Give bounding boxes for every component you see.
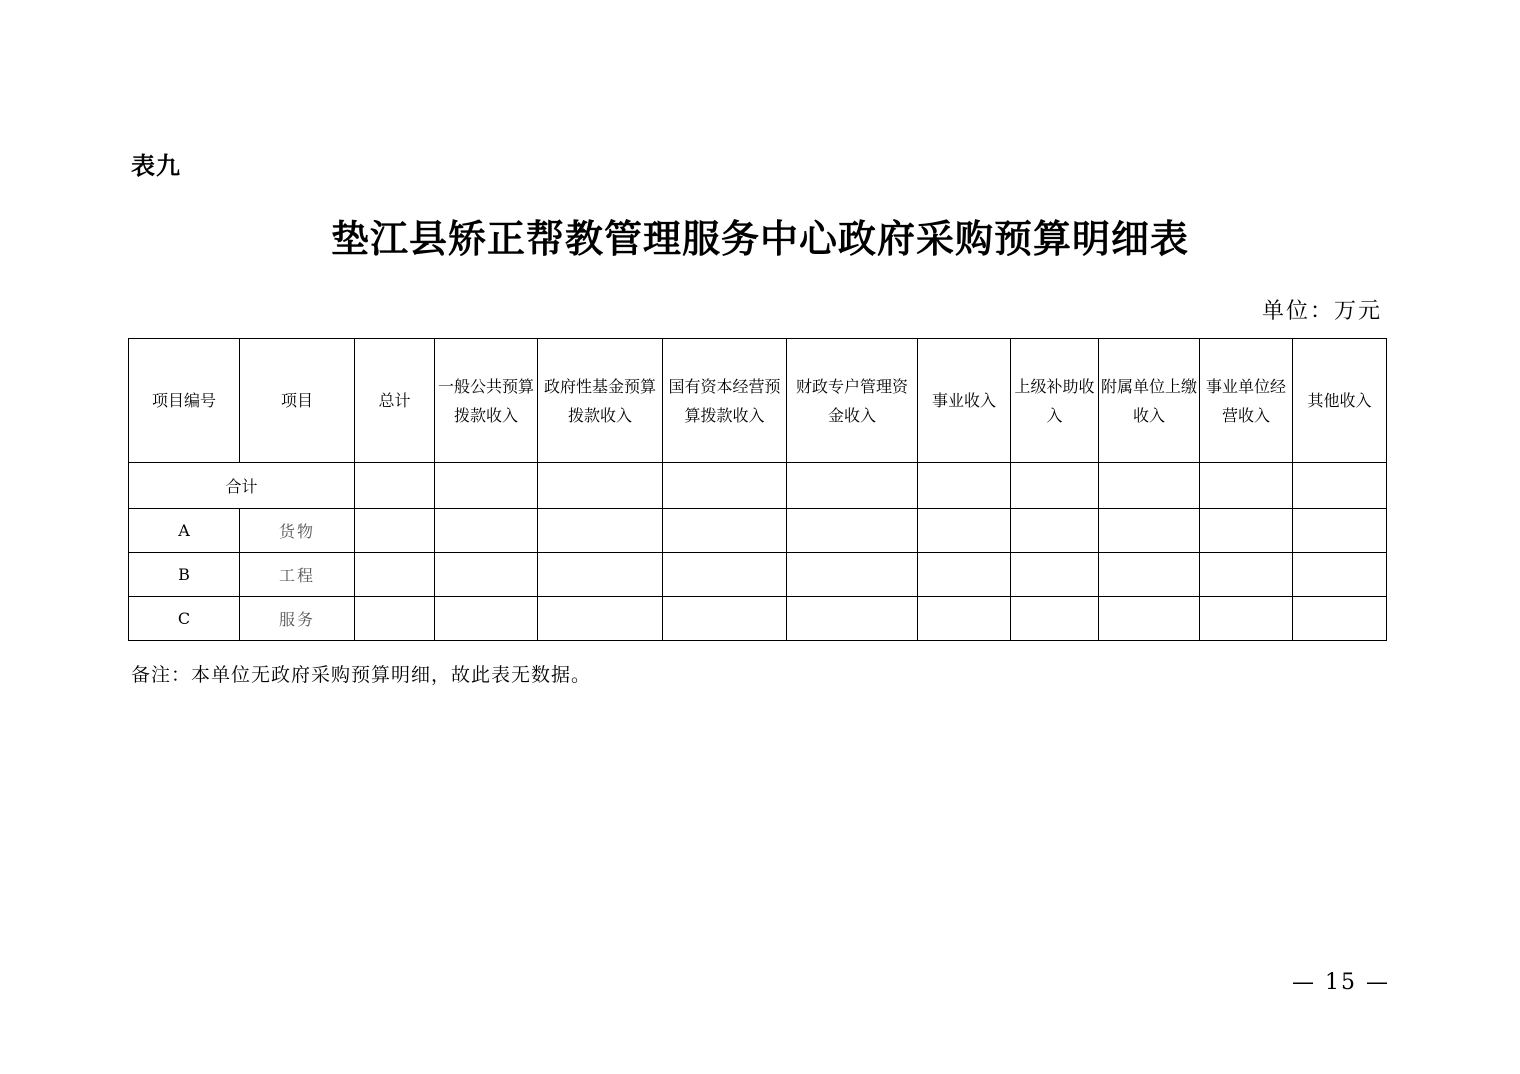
table-cell xyxy=(538,553,663,597)
header-project: 项目 xyxy=(240,339,355,463)
table-cell xyxy=(663,509,787,553)
header-general-public-budget: 一般公共预算拨款收入 xyxy=(435,339,538,463)
row-name: 工程 xyxy=(240,553,355,597)
table-cell xyxy=(355,597,435,641)
table-cell xyxy=(355,509,435,553)
header-superior-subsidy: 上级补助收入 xyxy=(1011,339,1099,463)
row-code: A xyxy=(129,509,240,553)
table-label: 表九 xyxy=(131,152,181,180)
header-other-income: 其他收入 xyxy=(1293,339,1387,463)
table-cell xyxy=(787,509,918,553)
table-row xyxy=(129,509,1387,553)
table-cell xyxy=(1293,597,1387,641)
page-number: — 15 — xyxy=(1292,970,1390,995)
row-code: C xyxy=(129,597,240,641)
table-cell xyxy=(918,509,1011,553)
table-cell xyxy=(355,463,435,509)
table-cell xyxy=(538,463,663,509)
row-name: 服务 xyxy=(240,597,355,641)
header-project-code: 项目编号 xyxy=(129,339,240,463)
table-cell xyxy=(787,597,918,641)
table-cell xyxy=(918,553,1011,597)
table-cell xyxy=(1011,597,1099,641)
table-cell xyxy=(1200,463,1293,509)
table-cell xyxy=(1099,597,1200,641)
table-total-row xyxy=(129,463,1387,509)
table-cell xyxy=(918,597,1011,641)
table-cell xyxy=(435,509,538,553)
table-cell xyxy=(1200,553,1293,597)
table-cell xyxy=(435,553,538,597)
row-code: B xyxy=(129,553,240,597)
unit-label: 单位：万元 xyxy=(1261,299,1382,324)
table-row xyxy=(129,597,1387,641)
table-cell xyxy=(1293,463,1387,509)
header-institution-operating-income: 事业单位经营收入 xyxy=(1200,339,1293,463)
table-row xyxy=(129,553,1387,597)
table-cell xyxy=(435,597,538,641)
table-note: 备注：本单位无政府采购预算明细，故此表无数据。 xyxy=(131,664,592,686)
table-cell xyxy=(1011,509,1099,553)
header-business-income: 事业收入 xyxy=(918,339,1011,463)
table-cell xyxy=(663,553,787,597)
table-cell xyxy=(1293,509,1387,553)
total-label: 合计 xyxy=(129,463,355,509)
table-cell xyxy=(355,553,435,597)
header-state-capital-budget: 国有资本经营预算拨款收入 xyxy=(663,339,787,463)
header-government-fund-budget: 政府性基金预算拨款收入 xyxy=(538,339,663,463)
table-cell xyxy=(1293,553,1387,597)
table-cell xyxy=(663,597,787,641)
table-cell xyxy=(1099,553,1200,597)
header-total: 总计 xyxy=(355,339,435,463)
table-cell xyxy=(787,553,918,597)
table-cell xyxy=(1099,463,1200,509)
table-cell xyxy=(918,463,1011,509)
procurement-budget-table xyxy=(128,338,1387,641)
table-cell xyxy=(663,463,787,509)
header-affiliated-unit-payment: 附属单位上缴收入 xyxy=(1099,339,1200,463)
table-cell xyxy=(1011,463,1099,509)
table-cell xyxy=(1200,597,1293,641)
row-name: 货物 xyxy=(240,509,355,553)
table-cell xyxy=(1011,553,1099,597)
table-header-row xyxy=(129,339,1387,463)
page-title: 垫江县矫正帮教管理服务中心政府采购预算明细表 xyxy=(330,216,1189,261)
table-cell xyxy=(787,463,918,509)
table-cell xyxy=(435,463,538,509)
table-cell xyxy=(1099,509,1200,553)
table-cell xyxy=(538,597,663,641)
table-cell xyxy=(1200,509,1293,553)
header-fiscal-special-account: 财政专户管理资金收入 xyxy=(787,339,918,463)
table-cell xyxy=(538,509,663,553)
